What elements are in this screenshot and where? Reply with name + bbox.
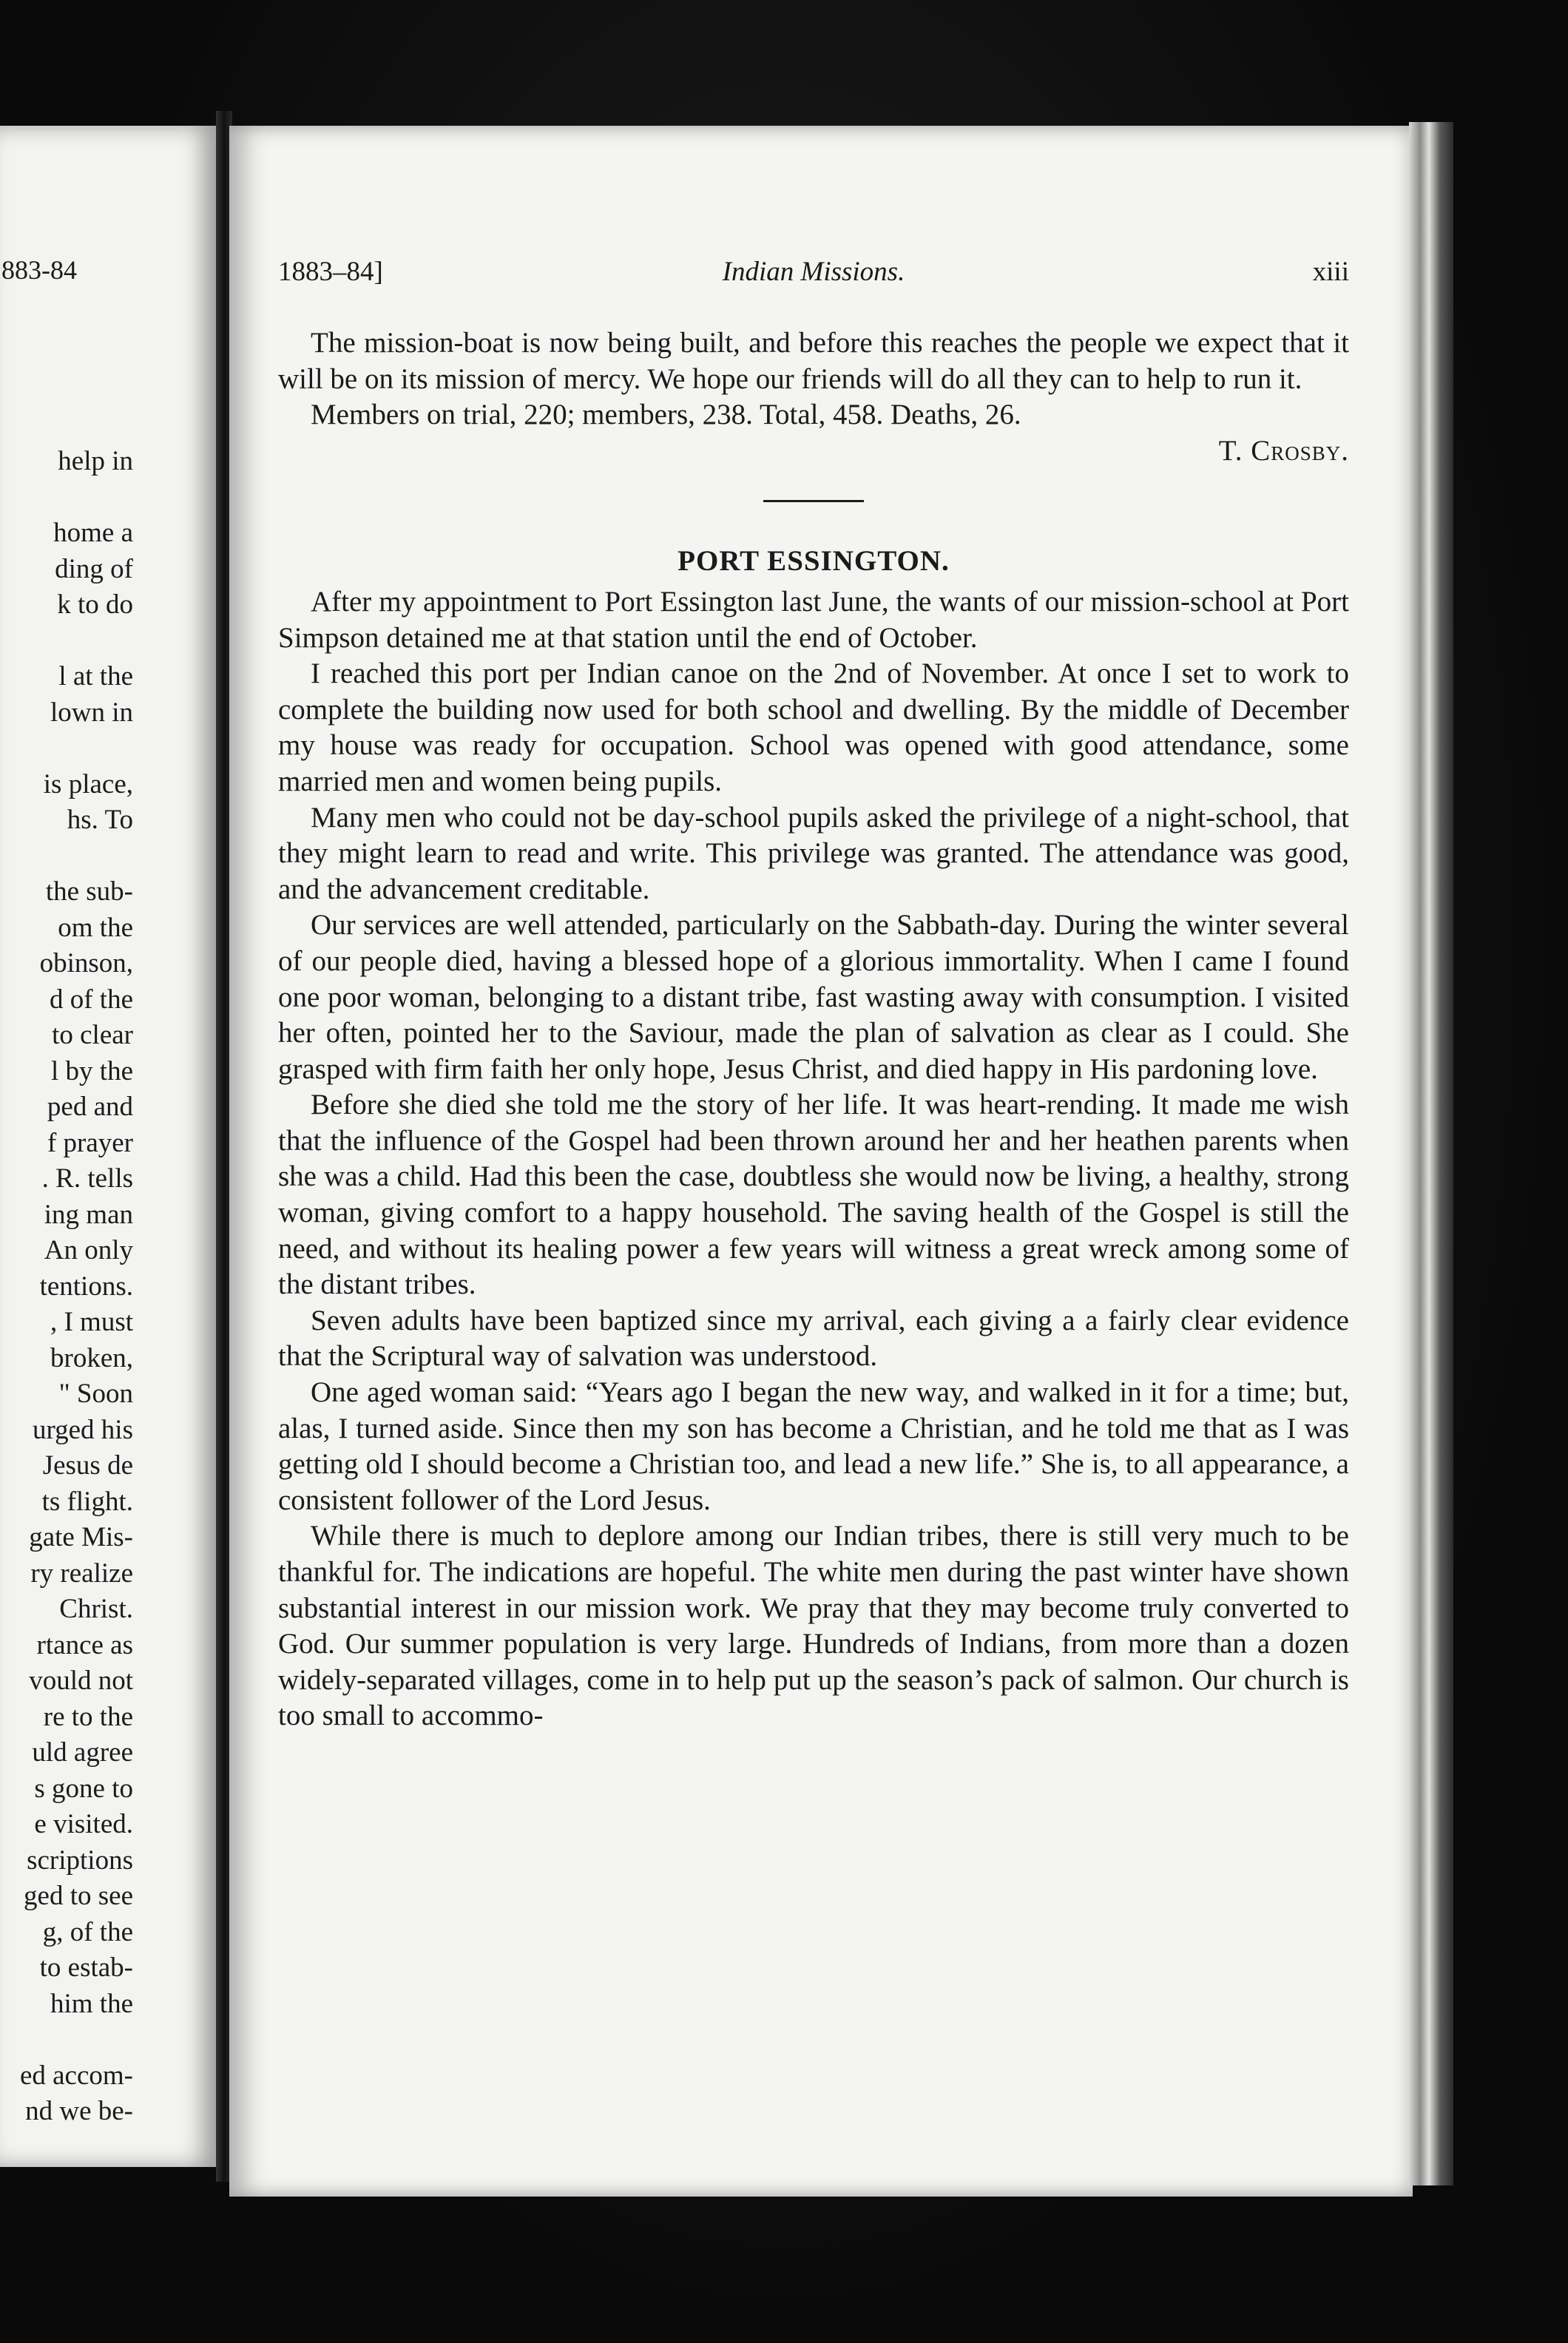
left-line [20,623,133,660]
left-page-header: 883-84 [1,255,77,285]
left-line: vould not [29,1666,133,1696]
paragraph: Seven adults have been baptized since my arrival, each giving a a fairly clear evidence that the Scriptural way of salvation was understood. [278,1304,1349,1373]
left-line: ped and [47,1092,133,1122]
left-line: obinson, [39,948,133,978]
left-facing-page [0,126,216,2167]
left-line: . R. tells [41,1163,133,1194]
left-line: ts flight. [41,1486,133,1517]
left-line: nd we be- [25,2096,133,2126]
left-line: " Soon [58,1379,133,1409]
left-line: s gone to [34,1773,133,1804]
paragraph: After my appointment to Port Essington last June, the wants of our mission-school at Port Simpson detained me at that station until the end of October. [278,585,1349,654]
left-line: to clear [52,1020,133,1050]
left-page-text-fragments [20,444,133,2130]
left-line: rtance as [36,1629,133,1660]
page-edge-stack [1409,122,1453,2185]
left-line [20,2022,133,2058]
signature: T. Crosby. [1218,434,1349,467]
left-line: urged his [32,1414,133,1445]
left-line: , I must [50,1307,133,1337]
intro-paragraph: The mission-boat is now being built, and before this reaches the people we expect that it will be on its mission of mercy. We hope our friends will do all they can to help to run it. [278,327,1349,395]
paragraph: While there is much to deplore among our Indian tribes, there is still very much to be thankful for. The indications are hopeful. The white men during the past winter have shown substantial interest in our mission work. We pray that they may become truly converted to God. Our summer population is very large. Hundreds of Indians, from more than a dozen widely-separated villages, come in to help put up the season’s pack of salmon. Our church is too small to accommo- [278,1520,1349,1732]
left-line: l at the [58,661,133,692]
left-line: ged to see [24,1881,133,1911]
left-line: re to the [43,1701,133,1732]
left-line: ry realize [30,1558,133,1589]
right-page [229,126,1413,2197]
paragraph: I reached this port per Indian canoe on the 2nd of November. At once I set to work to complete the building now used for both school and dwelling. By the middle of December my house was ready for occupation. School was opened with good attendance, some married men and women being pupils. [278,657,1349,797]
left-line: k to do [57,589,133,620]
left-line: ing man [44,1199,133,1230]
left-line: om the [58,912,133,943]
left-line: is place, [43,768,133,799]
left-line [20,480,133,516]
left-line: broken, [50,1342,133,1373]
left-line: ed accom- [19,2060,133,2091]
left-line [20,839,133,875]
paragraph: Many men who could not be day-school pupils asked the privilege of a night-school, that they might learn to read and write. This privilege was granted. The attendance was good, and the advancement creditable. [278,801,1349,905]
running-head-title: Indian Missions. [722,257,905,287]
left-line: Jesus de [42,1450,133,1481]
left-line: hs. To [67,805,133,835]
running-head [278,256,1349,293]
left-line: scriptions [27,1845,133,1876]
section-title: PORT ESSINGTON. [677,545,950,578]
left-line: An only [44,1235,133,1265]
running-head-years: 1883–84] [278,257,383,287]
page-number: xiii [1312,257,1349,287]
left-line: to estab- [39,1952,133,1983]
left-line: f prayer [47,1127,133,1158]
paragraph: Before she died she told me the story of her life. It was heart-rending. It made me wish that the influence of the Gospel had been thrown around her and her heathen parents when she was a child. Had this been the case, doubtless she would now be living, a healthy, strong woman, giving comfort to a happy household. The saving health of the Gospel is still the need, and without its healing power a few years will witness a great wreck among some of the distant tribes. [278,1089,1349,1301]
left-line: ding of [55,553,133,584]
left-line: g, of the [42,1916,133,1947]
left-line [20,731,133,767]
paragraph: One aged woman said: “Years ago I began the new way, and walked in it for a time; but, alas, I turned aside. Since then my son has become a Christian, and he told me that as I was getting old I should become a Christian too, and lead a new life.” She is, to all appearance, a consistent follower of the Lord Jesus. [278,1376,1349,1516]
left-line: him the [50,1988,133,2019]
left-line: help in [58,446,133,476]
left-line: d of the [49,984,133,1015]
left-line: l by the [51,1055,133,1086]
left-line: lown in [50,697,133,728]
page-body [278,325,1349,1734]
left-line: tentions. [39,1271,133,1302]
left-line: home a [53,518,133,548]
left-line: uld agree [32,1737,133,1768]
left-line: e visited. [34,1809,133,1839]
left-line: the sub- [45,876,133,907]
membership-stats: Members on trial, 220; members, 238. Total, 458. Deaths, 26. [311,399,1021,431]
paragraph: Our services are well attended, particularly on the Sabbath-day. During the winter several of our people died, having a blessed hope of a glorious immortality. When I came I found one poor woman, belonging to a distant tribe, fast wasting away with consumption. I visited her often, pointed her to the Saviour, made the plan of salvation as clear as I could. She grasped with firm faith her only hope, Jesus Christ, and died happy in His pardoning love. [278,909,1349,1085]
left-line: gate Mis- [29,1522,133,1552]
left-line: Christ. [59,1594,133,1624]
section-divider-rule [763,500,864,502]
